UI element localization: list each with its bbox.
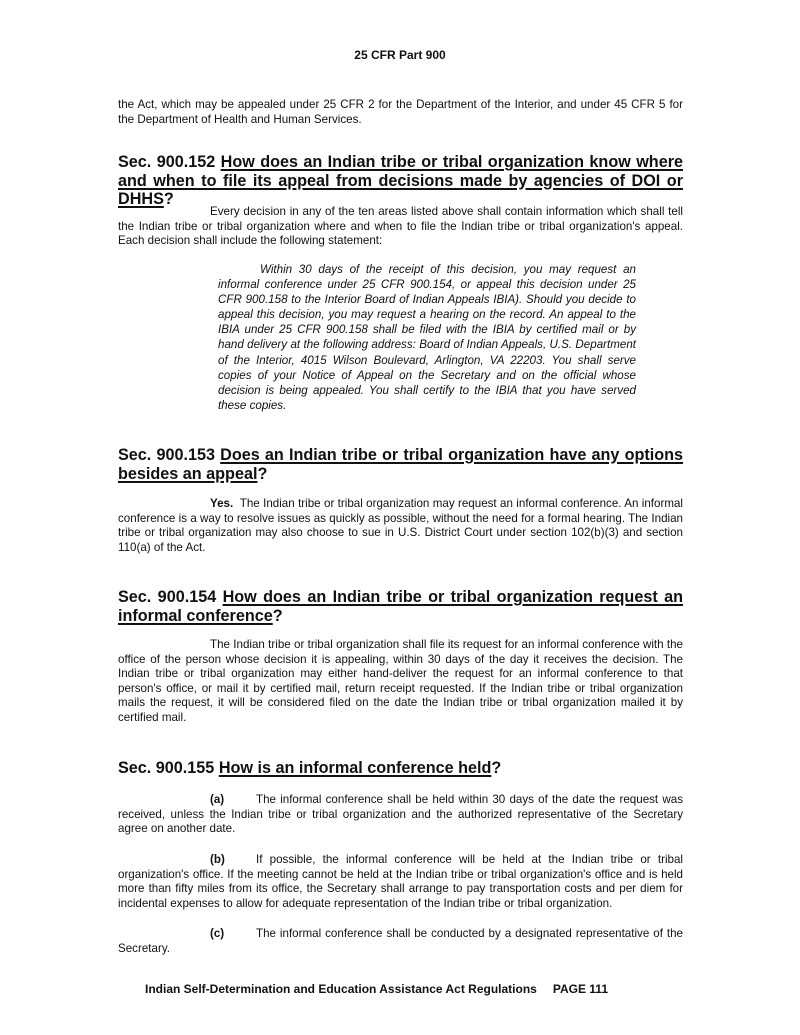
question-mark: ? (257, 464, 268, 483)
subsection-text: The informal conference shall be conducted by a designated representative of the Secretary. (118, 927, 683, 955)
section-heading-900-152 (118, 153, 683, 209)
subsection-label: (b) (210, 853, 225, 866)
footer-title: Indian Self-Determination and Education Assistance Act Regulations (145, 982, 537, 996)
page-number: PAGE 111 (552, 982, 608, 996)
section-number: Sec. 900.153 (118, 446, 215, 464)
subsection-c (118, 927, 683, 956)
paragraph-text: The Indian tribe or tribal organization may request an informal conference. An informal conference is a way to resolve issues as quickly as possible, without the need for a formal hearing. The Indian tribe or tribal organization may also choose to sue in U.S. District Court under section 102(b)(3) and section 110(a) of the Act. (118, 497, 683, 554)
subsection-text: If possible, the informal conference will be held at the Indian tribe or tribal organization's office. If the meeting cannot be held at the Indian tribe or tribal organization's office and is held more than fifty miles from its office, the Secretary shall arrange to pay transportation costs and per diem for incidental expenses to allow for adequate representation of the Indian tribe or tribal organization. (118, 853, 683, 910)
subsection-label: (c) (210, 927, 225, 940)
question-mark: ? (491, 759, 502, 777)
question-mark: ? (163, 190, 174, 208)
section-title: Does an Indian tribe or tribal organization have any options besides an appeal (118, 446, 684, 483)
appeal-statement-quote (218, 262, 636, 413)
paragraph-text: Every decision in any of the ten areas listed above shall contain information which shall tell the Indian tribe or tribal organization where and when to file the Indian tribe or tribal organization's appeal. Each decision shall include the following statement: (118, 205, 683, 248)
subsection-text: The informal conference shall be held within 30 days of the date the request was received, unless the Indian tribe or tribal organization and the authorized representative of the Secretary agree on another date. (118, 793, 683, 836)
section-paragraph (118, 497, 683, 555)
section-paragraph (118, 638, 683, 726)
quote-text: Within 30 days of the receipt of this decision, you may request an informal conference under 25 CFR 900.154, or appeal this decision under 25 CFR 900.158 to the Interior Board of Indian Appeals IBIA). Should you decide to appeal this decision, you may request a hearing on the record. An appeal to the IBIA under 25 CFR 900.158 shall be filed with the IBIA by certified mail or by hand delivery at the following address: Board of Indian Appeals, U.S. Department of the Interior, 4015 Wilson Boulevard, Arlington, VA 22203. You shall serve copies of your Notice of Appeal on the Secretary and on the official whose decision is being appealed. You shall certify to the IBIA that you have served these copies. (218, 263, 636, 412)
subsection-a (118, 793, 683, 837)
intro-paragraph: the Act, which may be appealed under 25 CFR 2 for the Department of the Interior, and under 45 CFR 5 for the Department of Health and Human Services. (118, 98, 683, 126)
section-heading-900-154 (118, 588, 683, 625)
page-footer (145, 982, 608, 996)
section-title: How does an Indian tribe or tribal organization know where and when to file its appeal from decisions made by agencies of DOI or DHHS (118, 153, 683, 208)
section-heading-900-155 (118, 759, 683, 778)
subsection-label: (a) (210, 793, 225, 806)
section-title: How does an Indian tribe or tribal organization request an informal conference (118, 588, 683, 625)
question-mark: ? (272, 606, 283, 625)
running-header: 25 CFR Part 900 (354, 48, 446, 62)
subsection-b (118, 853, 683, 911)
section-heading-900-153 (118, 446, 683, 483)
paragraph-text: The Indian tribe or tribal organization shall file its request for an informal conference with the office of the person whose decision it is appealing, within 30 days of the day it receives the decision. The Indian tribe or tribal organization may either hand-deliver the request for an informal conference to that person's office, or mail it by certified mail, return receipt requested. If the Indian tribe or tribal organization mails the request, it will be considered filed on the date the Indian tribe or tribal organization mailed it by certified mail. (118, 638, 683, 724)
section-title: How is an informal conference held (218, 759, 492, 777)
section-number: Sec. 900.155 (118, 759, 215, 777)
section-paragraph (118, 205, 683, 249)
section-number: Sec. 900.154 (118, 588, 217, 606)
lead-word: Yes. (210, 497, 234, 510)
section-number: Sec. 900.152 (118, 153, 216, 171)
